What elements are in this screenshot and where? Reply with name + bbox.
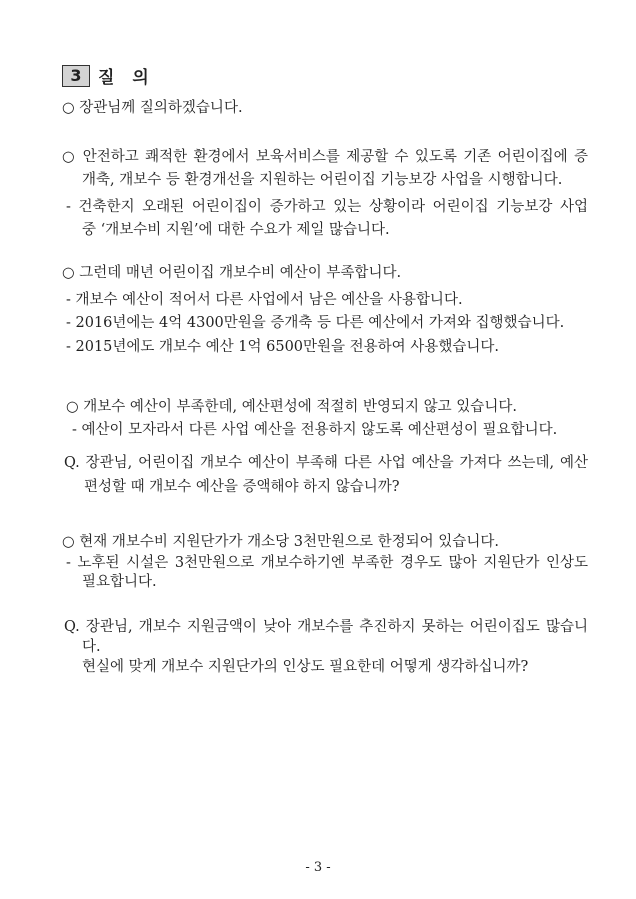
sub-point-line: - 2015년에도 개보수 예산 1억 6500만원을 전용하여 사용했습니다.	[66, 339, 499, 355]
statement-line: ○ 그런데 매년 어린이집 개보수비 예산이 부족합니다.	[62, 265, 402, 281]
sub-point-line: - 2016년에는 4억 4300만원을 증개축 등 다른 예산에서 가져와 집행했습니다.	[66, 315, 565, 331]
statement-line: ○ 현재 개보수비 지원단가가 개소당 3천만원으로 한정되어 있습니다.	[62, 534, 499, 550]
sub-point-line: 필요합니다.	[82, 574, 157, 590]
sub-point-line: - 노후된 시설은 3천만원으로 개보수하기엔 부족한 경우도 많아 지원단가 인상도	[66, 555, 589, 571]
statement-line: ○ 안전하고 쾌적한 환경에서 보육서비스를 제공할 수 있도록 기존 어린이집에 증	[62, 149, 588, 165]
sub-point-line: - 개보수 예산이 적어서 다른 사업에서 남은 예산을 사용합니다.	[66, 292, 463, 308]
sub-point-line: - 건축한지 오래된 어린이집이 증가하고 있는 상황이라 어린이집 기능보강 사업	[66, 199, 588, 215]
statement-line: ○ 개보수 예산이 부족한데, 예산편성에 적절히 반영되지 않고 있습니다.	[66, 399, 517, 415]
sub-point-line: - 예산이 모자라서 다른 사업 예산을 전용하지 않도록 예산편성이 필요합니다.	[72, 422, 558, 438]
sub-point-line: 중 ‘개보수비 지원’에 대한 수요가 제일 많습니다.	[82, 222, 390, 238]
section-number: 3	[62, 65, 90, 87]
section-header	[62, 63, 155, 88]
question-line: Q. 장관님, 어린이집 개보수 예산이 부족해 다른 사업 예산을 가져다 쓰는데, 예산	[64, 455, 588, 471]
question-line: Q. 장관님, 개보수 지원금액이 낮아 개보수를 추진하지 못하는 어린이집도 많습니	[64, 619, 588, 635]
page-number: - 3 -	[305, 860, 331, 875]
question-line: 현실에 맞게 개보수 지원단가의 인상도 필요한데 어떻게 생각하십니까?	[82, 659, 529, 675]
section-title: 질 의	[98, 68, 155, 88]
statement-line: ○ 장관님께 질의하겠습니다.	[62, 100, 243, 116]
statement-line: 개축, 개보수 등 환경개선을 지원하는 어린이집 기능보강 사업을 시행합니다.	[82, 172, 563, 188]
question-line: 편성할 때 개보수 예산을 증액해야 하지 않습니까?	[84, 479, 400, 495]
question-line: 다.	[82, 639, 101, 655]
